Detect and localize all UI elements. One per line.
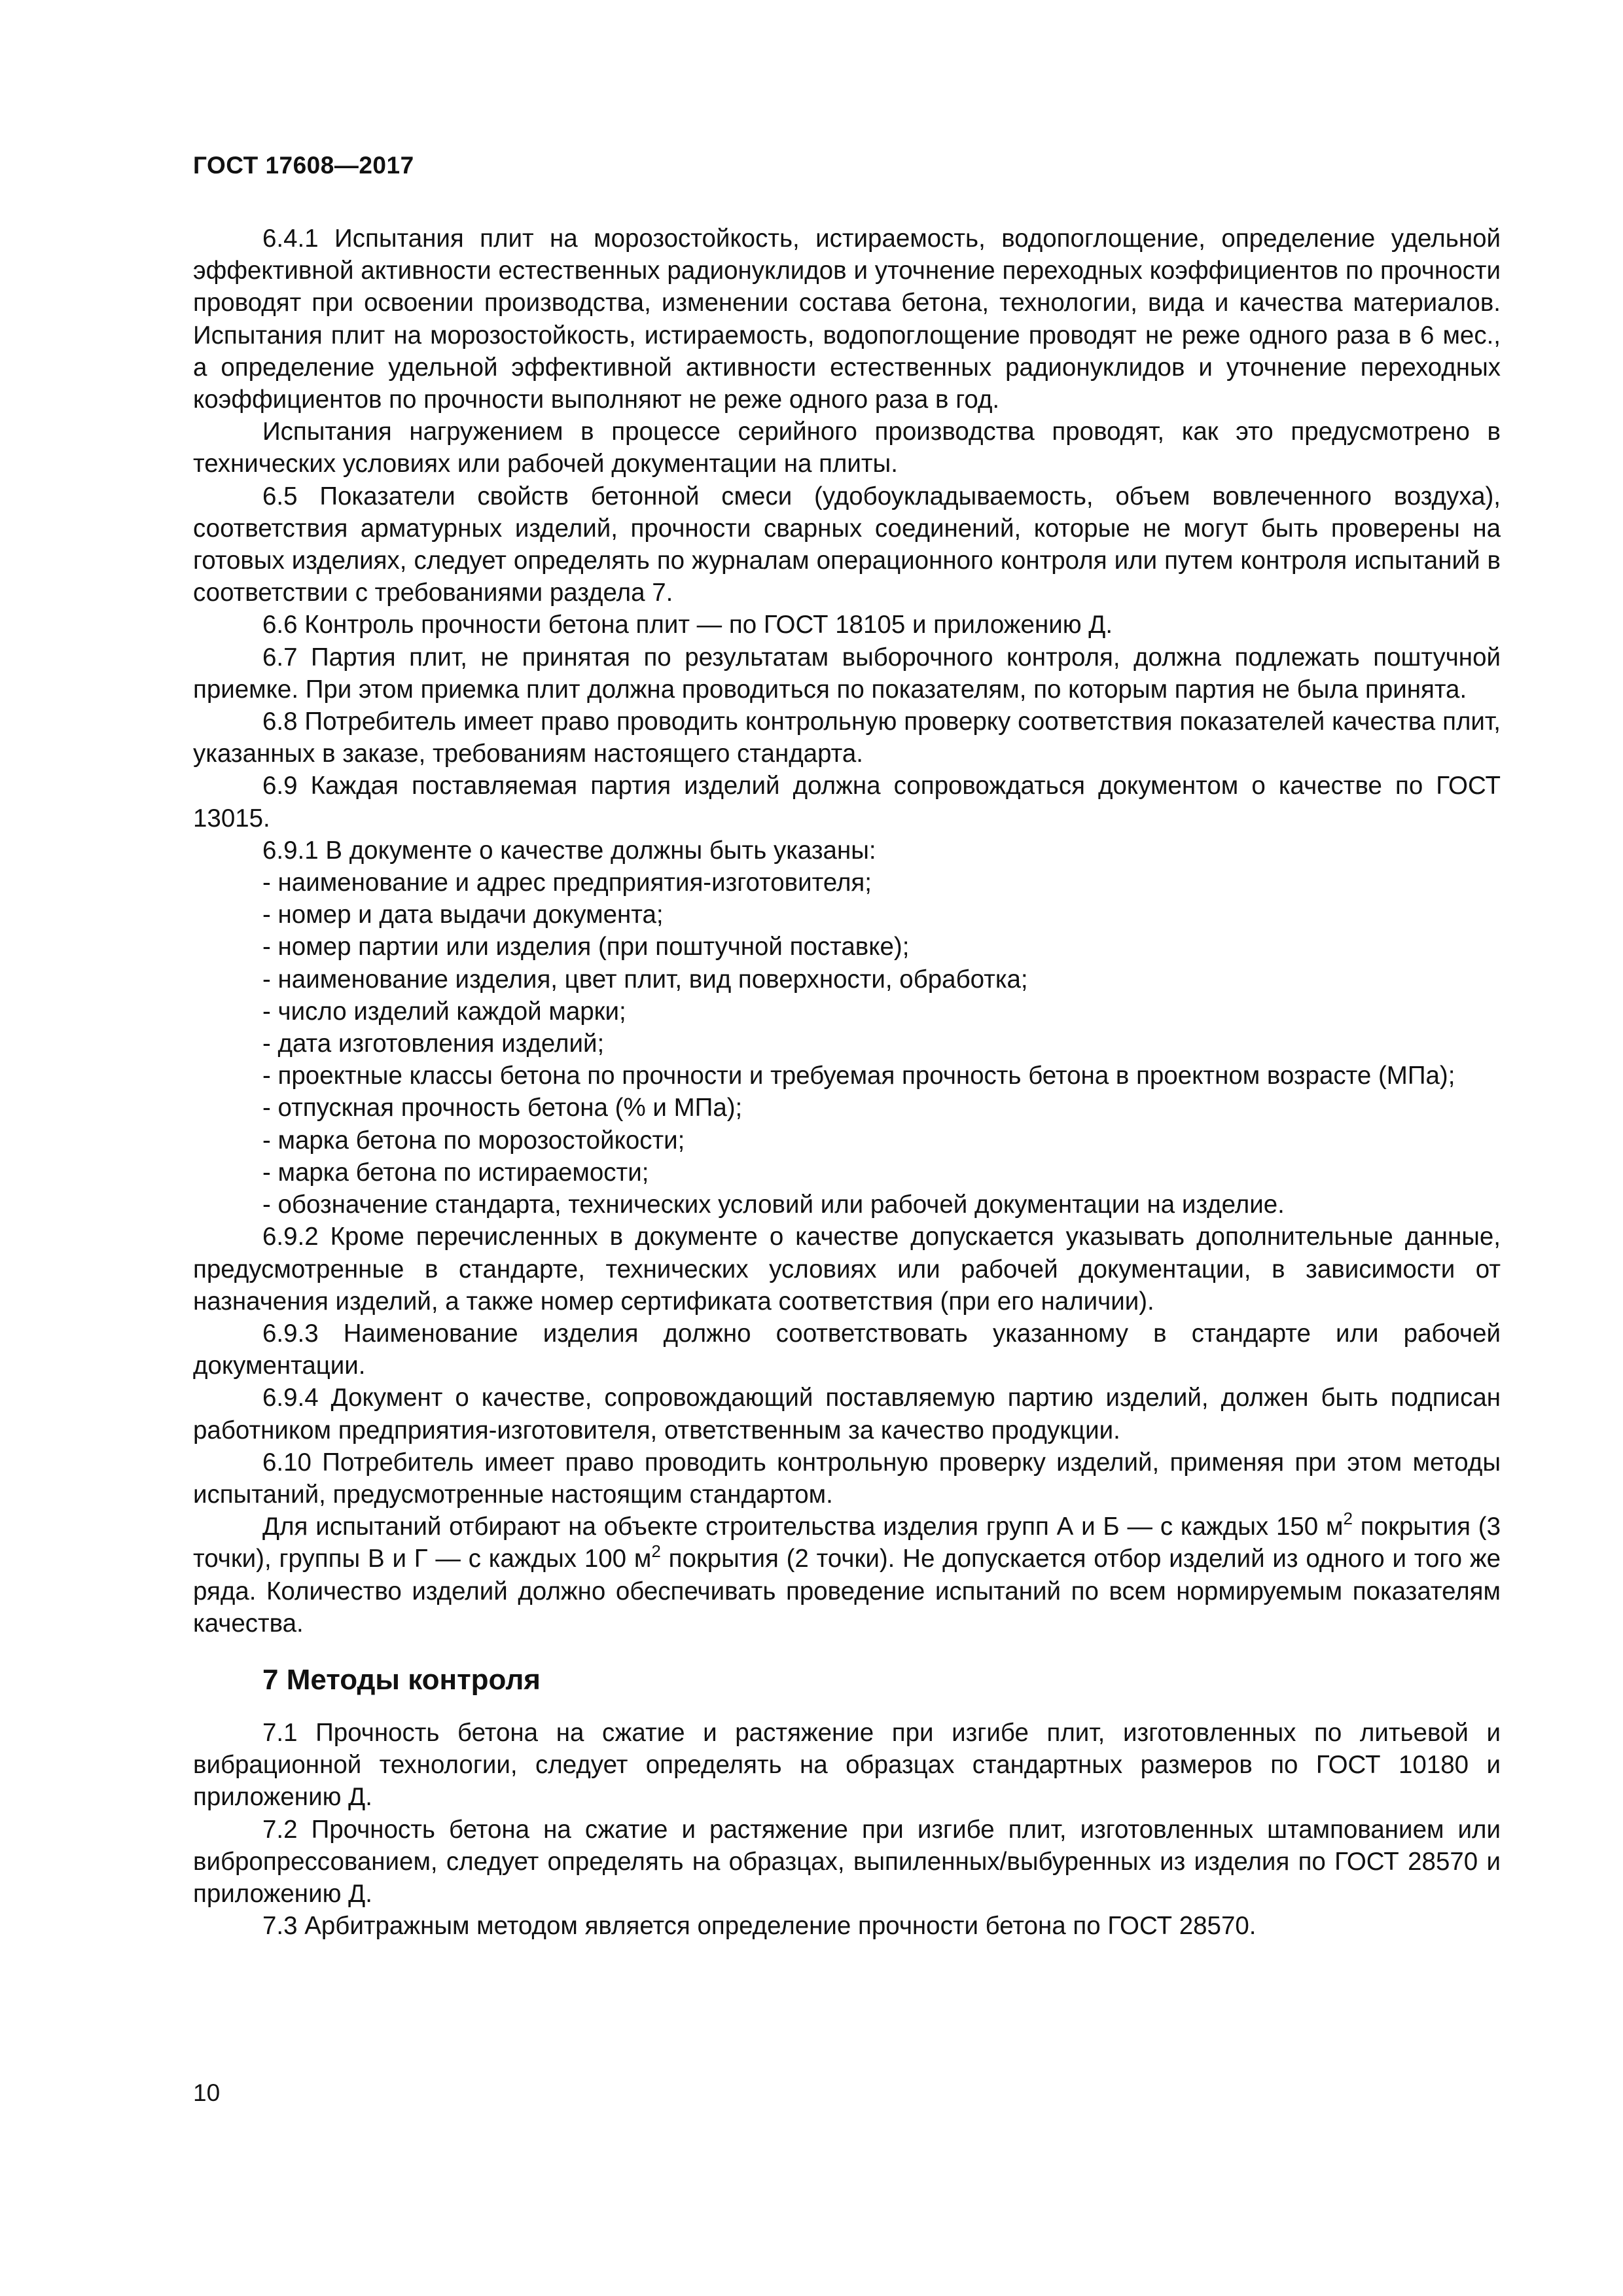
section-6-paragraphs (193, 223, 1501, 1511)
paragraph: 7.3 Арбитражным методом является определение прочности бетона по ГОСТ 28570. (262, 1912, 1257, 1941)
list-item: - номер и дата выдачи документа; (262, 901, 664, 929)
list-item: - номер партии или изделия (при поштучной поставке); (262, 933, 910, 961)
paragraph: 6.9.4 Документ о качестве, сопровождающий поставляемую партию изделий, должен быть подписан работником предприятия-изготовителя, ответственным за качество продукции. (193, 1384, 1501, 1444)
list-item: - отпускная прочность бетона (% и МПа); (262, 1094, 743, 1122)
section-7-paragraphs (193, 1717, 1501, 1942)
paragraph: 7.1 Прочность бетона на сжатие и растяжение при изгибе плит, изготовленных по литьевой и вибрационной технологии, следует определять на образцах стандартных размеров по ГОСТ 10180 и приложению Д. (193, 1718, 1501, 1812)
list-item: - число изделий каждой марки; (262, 997, 626, 1026)
page-number: 10 (193, 2079, 221, 2106)
list-item: - обозначение стандарта, технических условий или рабочей документации на изделие. (262, 1191, 1285, 1219)
list-item: - наименование изделия, цвет плит, вид поверхности, обработка; (262, 965, 1028, 994)
list-item: - дата изготовления изделий; (262, 1030, 605, 1058)
superscript: 2 (651, 1541, 661, 1561)
paragraph: 6.6 Контроль прочности бетона плит — по ГОСТ 18105 и приложению Д. (262, 611, 1113, 639)
paragraph: 6.7 Партия плит, не принятая по результатам выборочного контроля, должна подлежать поштучной приемке. При этом приемка плит должна проводиться по показателям, по которым партия не была принята. (193, 643, 1501, 704)
paragraph: 6.9.2 Кроме перечисленных в документе о качестве допускается указывать дополнительные данные, предусмотренные в стандарте, технических условиях или рабочей документации, в зависимости от назначения изделий, а также номер сертификата соответствия (при его наличии). (193, 1223, 1501, 1316)
paragraph: 6.5 Показатели свойств бетонной смеси (удобоукладываемость, объем вовлеченного воздуха), соответствия арматурных изделий, прочности сварных соединений, которые не могут быть проверены на готовых изделиях, следует определять по журналам операционного контроля или путем контроля испытаний в соответствии с требованиями раздела 7. (193, 482, 1501, 607)
paragraph: 6.8 Потребитель имеет право проводить контрольную проверку соответствия показателей качества плит, указанных в заказе, требованиям настоящего стандарта. (193, 708, 1501, 768)
sampling-text-2: покрытия (3 точки), группы В и Г — с каждых 100 м (193, 1513, 1501, 1573)
list-item: - марка бетона по истираемости; (262, 1158, 649, 1187)
list-item: - наименование и адрес предприятия-изготовителя; (262, 869, 872, 897)
paragraph: 6.4.1 Испытания плит на морозостойкость, истираемость, водопоглощение, определение удельной эффективной активности естественных радионуклидов и уточнение переходных коэффициентов по прочности проводят при освоении производства, изменении состава бетона, технологии, вида и качества материалов. Испытания плит на морозостойкость, истираемость, водопоглощение проводят не реже одного раза в 6 мес., а определение удельной эффективной активности естественных радионуклидов и уточнение переходных коэффициентов по прочности выполняют не реже одного раза в год. (193, 224, 1501, 414)
superscript: 2 (1343, 1509, 1353, 1529)
section-title: 7 Методы контроля (262, 1663, 541, 1696)
paragraph: 7.2 Прочность бетона на сжатие и растяжение при изгибе плит, изготовленных штампованием или вибропрессованием, следует определять на образцах, выпиленных/выбуренных из изделия по ГОСТ 28570 и приложению Д. (193, 1815, 1501, 1908)
paragraph: 6.9.3 Наименование изделия должно соответствовать указанному в стандарте или рабочей документации. (193, 1319, 1501, 1380)
paragraph: 6.9.1 В документе о качестве должны быть указаны: (262, 836, 876, 865)
document-body (193, 223, 1501, 1942)
sampling-text-1: Для испытаний отбирают на объекте строительства изделия групп А и Б — с каждых 150 м (262, 1513, 1344, 1541)
list-item: - марка бетона по морозостойкости; (262, 1126, 685, 1155)
paragraph: Испытания нагружением в процессе серийного производства проводят, как это предусмотрено в технических условиях или рабочей документации на плиты. (193, 418, 1501, 478)
paragraph: 6.9 Каждая поставляемая партия изделий должна сопровождаться документом о качестве по ГОСТ 13015. (193, 772, 1501, 833)
list-item: - проектные классы бетона по прочности и требуемая прочность бетона в проектном возрасте (МПа); (262, 1062, 1455, 1090)
paragraph: 6.10 Потребитель имеет право проводить контрольную проверку изделий, применяя при этом методы испытаний, предусмотренные настоящим стандартом. (193, 1448, 1501, 1509)
sampling-paragraph (193, 1511, 1501, 1640)
document-header: ГОСТ 17608—2017 (193, 152, 414, 179)
sampling-text-3: покрытия (2 точки). Не допускается отбор изделий из одного и того же ряда. Количество изделий должно обеспечивать проведение испытаний по всем нормируемым показателям качества. (193, 1545, 1501, 1638)
